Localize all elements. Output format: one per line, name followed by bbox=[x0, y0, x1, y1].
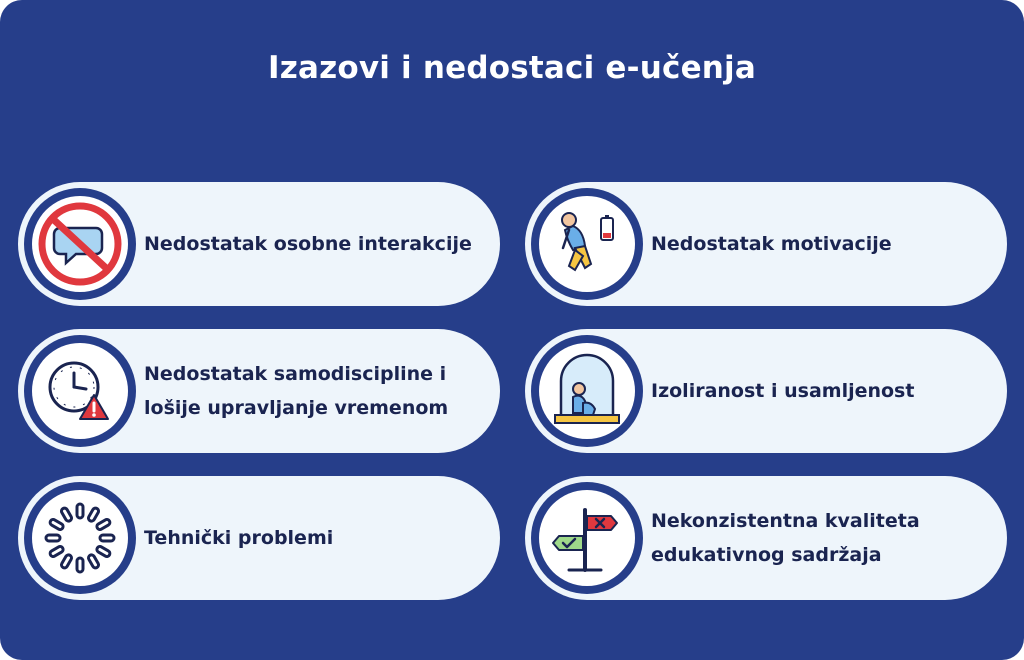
item-label: Tehnički problemi bbox=[144, 527, 334, 549]
item-lack-of-interaction bbox=[18, 182, 500, 306]
item-label-line-2: edukativnog sadržaja bbox=[651, 544, 882, 566]
clock-warning-icon bbox=[32, 343, 128, 439]
page-title: Izazovi i nedostaci e-učenja bbox=[267, 50, 757, 86]
item-technical-problems bbox=[18, 476, 500, 600]
item-inconsistent-content-quality bbox=[525, 476, 1007, 600]
item-label-line-1: Nekonzistentna kvaliteta bbox=[651, 510, 920, 532]
no-chat-icon bbox=[32, 196, 128, 292]
loading-spinner-icon bbox=[32, 490, 128, 586]
item-lack-of-self-discipline bbox=[18, 329, 500, 453]
isolated-person-icon bbox=[539, 343, 635, 439]
signpost-icon bbox=[539, 490, 635, 586]
item-label-line-1: Nedostatak samodiscipline i bbox=[144, 363, 447, 385]
item-isolation-loneliness bbox=[525, 329, 1007, 453]
item-label: Nedostatak motivacije bbox=[651, 233, 892, 255]
tired-person-icon bbox=[539, 196, 635, 292]
item-label: Nedostatak osobne interakcije bbox=[144, 233, 472, 255]
item-label: Izoliranost i usamljenost bbox=[651, 380, 915, 402]
item-label-line-2: lošije upravljanje vremenom bbox=[144, 397, 449, 419]
item-lack-of-motivation bbox=[525, 182, 1007, 306]
